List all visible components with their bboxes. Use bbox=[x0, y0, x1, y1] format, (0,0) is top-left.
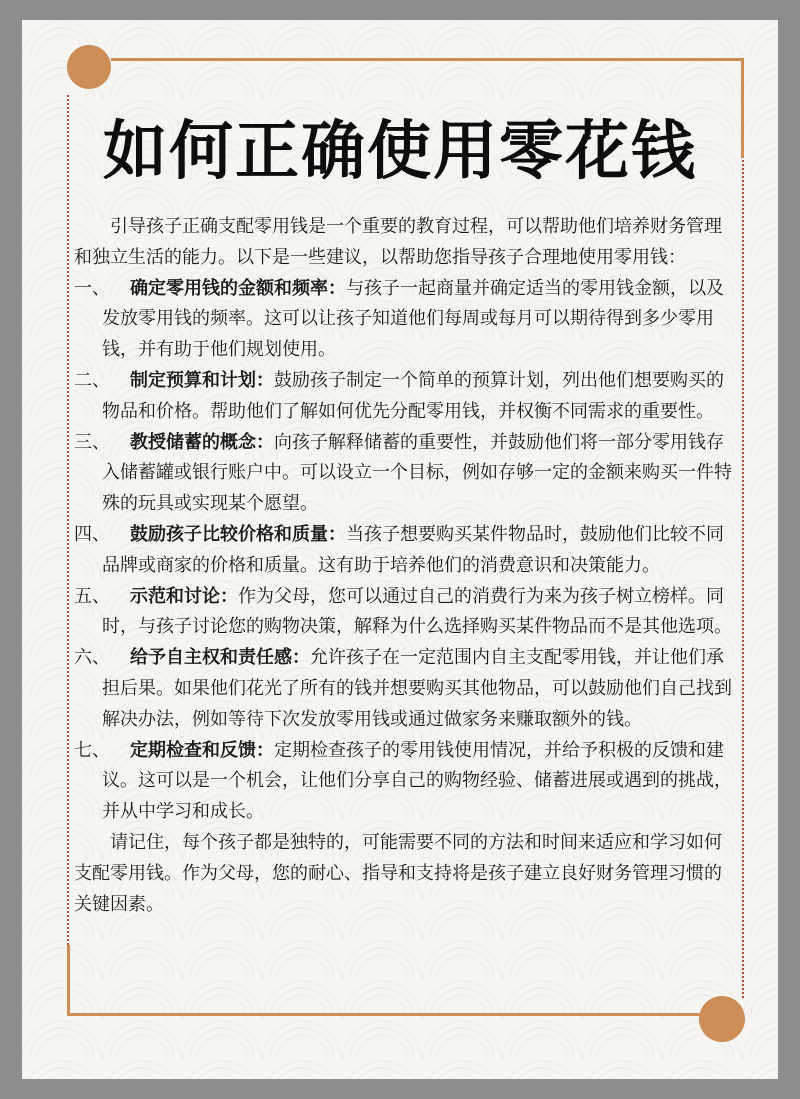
list-item bbox=[74, 520, 738, 582]
list-item bbox=[74, 643, 738, 735]
decor-line-left bbox=[67, 945, 70, 1015]
list-item bbox=[74, 366, 738, 428]
item-number: 七、 bbox=[74, 739, 110, 761]
item-text: 作为父母，您可以通过自己的消费行为来为孩子树立榜样。同时，与孩子讨论您的购物决策，解释为什么选择购买某件物品而不是其他选项。 bbox=[102, 585, 732, 638]
item-text: 向孩子解释储蓄的重要性，并鼓励他们将一部分零用钱存入储蓄罐或银行账户中。可以设立一个目标，例如存够一定的金额来购买一件特殊的玩具或实现某个愿望。 bbox=[102, 431, 732, 515]
list-item bbox=[74, 274, 738, 366]
decor-dotted-line-right bbox=[742, 160, 744, 998]
item-number: 一、 bbox=[74, 277, 110, 299]
item-heading: 鼓励孩子比较价格和质量： bbox=[130, 523, 346, 545]
list-item bbox=[74, 582, 738, 644]
item-number: 四、 bbox=[74, 523, 110, 545]
decor-circle-bottom-right bbox=[699, 996, 745, 1042]
intro-paragraph: 引导孩子正确支配零用钱是一个重要的教育过程，可以帮助他们培养财务管理和独立生活的能力。以下是一些建议，以帮助您指导孩子合理地使用零用钱： bbox=[74, 216, 722, 268]
page-title: 如何正确使用零花钱 bbox=[103, 115, 697, 189]
item-heading: 教授储蓄的概念： bbox=[130, 431, 274, 453]
item-number: 六、 bbox=[74, 647, 110, 669]
item-heading: 制定预算和计划： bbox=[130, 369, 274, 391]
item-number: 三、 bbox=[74, 431, 110, 453]
item-heading: 给予自主权和责任感： bbox=[130, 647, 310, 669]
item-number: 二、 bbox=[74, 369, 110, 391]
item-text: 与孩子一起商量并确定适当的零用钱金额，以及发放零用钱的频率。这可以让孩子知道他们每周或每月可以期待得到多少零用钱，并有助于他们规划使用。 bbox=[102, 277, 724, 361]
article-body bbox=[74, 212, 738, 920]
item-text: 当孩子想要购买某件物品时，鼓励他们比较不同品牌或商家的价格和质量。这有助于培养他们的消费意识和决策能力。 bbox=[102, 523, 724, 576]
item-number: 五、 bbox=[74, 585, 110, 607]
decor-dotted-line-left bbox=[67, 95, 69, 945]
list-item bbox=[74, 428, 738, 520]
item-text: 定期检查孩子的零用钱使用情况，并给予积极的反馈和建议。这可以是一个机会，让他们分享自己的购物经验、储蓄进展或遇到的挑战，并从中学习和成长。 bbox=[102, 739, 732, 823]
closing-paragraph: 请记住，每个孩子都是独特的，可能需要不同的方法和时间来适应和学习如何支配零用钱。作为父母，您的耐心、指导和支持将是孩子建立良好财务管理习惯的关键因素。 bbox=[74, 831, 722, 915]
decor-line-top bbox=[111, 58, 744, 61]
item-text: 鼓励孩子制定一个简单的预算计划，列出他们想要购买的物品和价格。帮助他们了解如何优先分配零用钱，并权衡不同需求的重要性。 bbox=[102, 369, 724, 422]
item-heading: 确定零用钱的金额和频率： bbox=[130, 277, 346, 299]
decor-circle-top-left bbox=[67, 45, 111, 89]
item-heading: 定期检查和反馈： bbox=[130, 739, 274, 761]
decor-line-bottom bbox=[67, 1013, 703, 1016]
item-heading: 示范和讨论： bbox=[130, 585, 238, 607]
item-text: 允许孩子在一定范围内自主支配零用钱，并让他们承担后果。如果他们花光了所有的钱并想要购买其他物品，可以鼓励他们自己找到解决办法，例如等待下次发放零用钱或通过做家务来赚取额外的钱。 bbox=[102, 647, 732, 730]
list-item bbox=[74, 736, 738, 828]
